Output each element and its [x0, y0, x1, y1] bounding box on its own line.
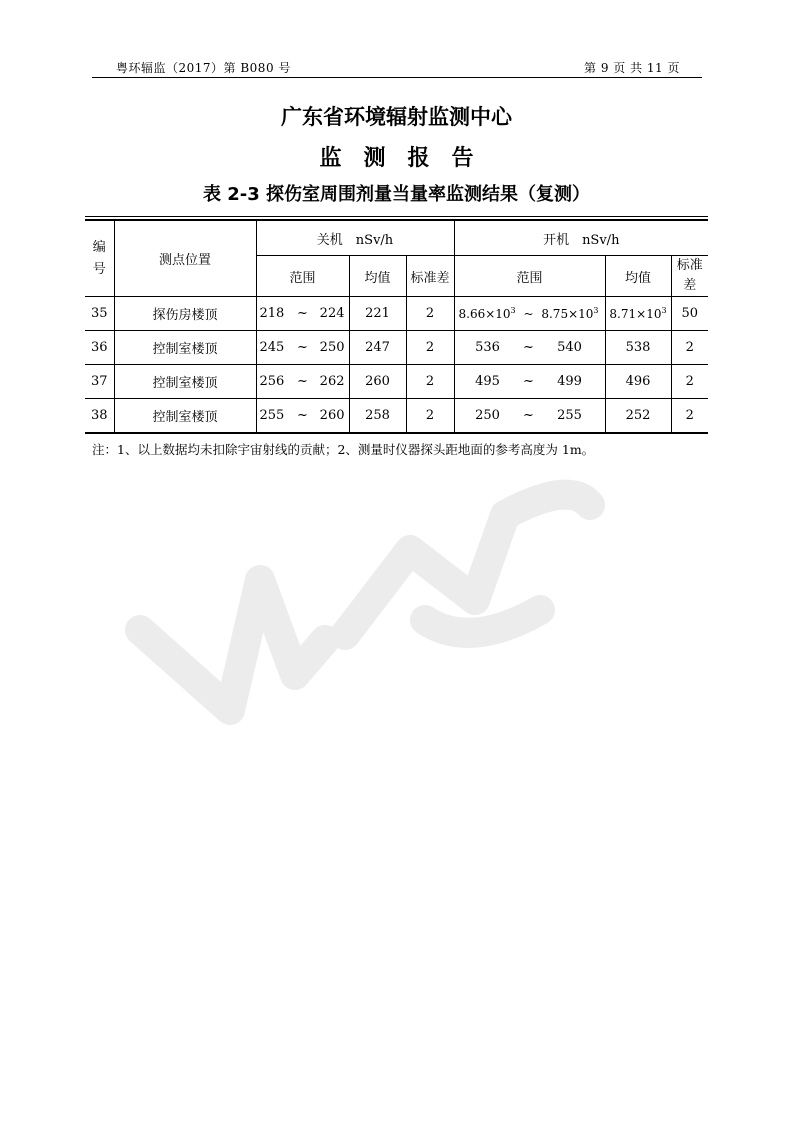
organization-title: 广东省环境辐射监测中心: [281, 105, 512, 129]
col-location-header: 测点位置: [114, 220, 256, 297]
row-no: 37: [85, 365, 114, 399]
off-mean-cell: 221: [349, 297, 406, 331]
table-title: 表 2-3 探伤室周围剂量当量率监测结果（复测）: [202, 184, 591, 205]
results-table-wrapper: [85, 216, 708, 434]
on-std-cell: 2: [671, 365, 708, 399]
results-table: [85, 219, 708, 434]
off-range-cell: 256 ~ 262: [256, 365, 349, 399]
row-no: 35: [85, 297, 114, 331]
off-mean-header: 均值: [349, 256, 406, 297]
row-no: 36: [85, 331, 114, 365]
on-mean-cell: 496: [605, 365, 671, 399]
row-location: 控制室楼顶: [114, 365, 256, 399]
off-range-cell: 245 ~ 250: [256, 331, 349, 365]
on-range-header: 范围: [454, 256, 605, 297]
table-top-rule: [85, 216, 708, 217]
on-range-cell: $8.66\times 10^3$ ~ $8.75\times 10^3$: [454, 297, 605, 331]
wps-logo-icon: [110, 420, 630, 750]
off-mean-cell: 258: [349, 399, 406, 434]
row-location: 探伤房楼顶: [114, 297, 256, 331]
off-range-cell: 255 ~ 260: [256, 399, 349, 434]
row-location: 控制室楼顶: [114, 331, 256, 365]
off-std-cell: 2: [406, 365, 454, 399]
on-std-header: 标准差: [671, 256, 708, 297]
on-std-cell: 50: [671, 297, 708, 331]
on-range-cell: 250 ~ 255: [454, 399, 605, 434]
group-on-header: 开机 nSv/h: [454, 220, 708, 256]
off-mean-cell: 260: [349, 365, 406, 399]
off-std-cell: 2: [406, 399, 454, 434]
page-number: 第 9 页 共 11 页: [584, 61, 680, 75]
on-std-cell: 2: [671, 331, 708, 365]
on-range-cell: 536 ~ 540: [454, 331, 605, 365]
header-divider: [92, 77, 702, 78]
row-no: 38: [85, 399, 114, 434]
off-mean-cell: 247: [349, 331, 406, 365]
off-std-cell: 2: [406, 331, 454, 365]
on-mean-cell: 252: [605, 399, 671, 434]
off-std-header: 标准差: [406, 256, 454, 297]
table-row: [85, 399, 708, 434]
on-mean-cell: 538: [605, 331, 671, 365]
col-no-header: 编号: [85, 220, 114, 297]
table-row: [85, 365, 708, 399]
off-range-cell: 218 ~ 224: [256, 297, 349, 331]
table-note: 注：1、以上数据均未扣除宇宙射线的贡献；2、测量时仪器探头距地面的参考高度为 1m。: [92, 442, 595, 457]
on-mean-header: 均值: [605, 256, 671, 297]
off-std-cell: 2: [406, 297, 454, 331]
report-title: 监测报告: [319, 146, 496, 171]
group-off-header: 关机 nSv/h: [256, 220, 454, 256]
on-mean-cell: $8.71\times 10^3$: [605, 297, 671, 331]
on-range-cell: 495 ~ 499: [454, 365, 605, 399]
table-row: [85, 331, 708, 365]
report-number: 粤环辐监（2017）第 B080 号: [116, 61, 291, 75]
row-location: 控制室楼顶: [114, 399, 256, 434]
off-range-header: 范围: [256, 256, 349, 297]
page-header: [92, 57, 702, 77]
on-std-cell: 2: [671, 399, 708, 434]
header-row-group: [85, 220, 708, 256]
table-row: [85, 297, 708, 331]
